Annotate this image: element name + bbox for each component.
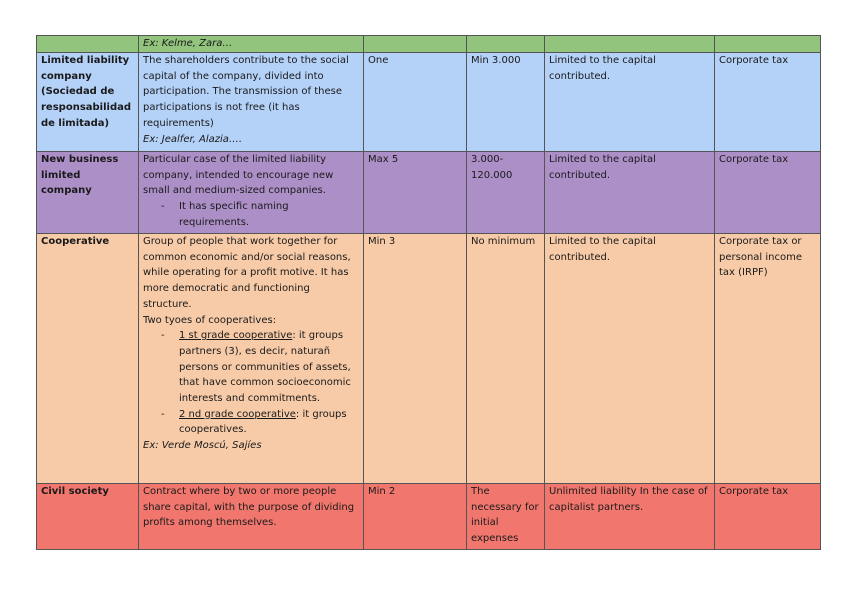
tax-cell: Corporate tax or personal income tax (IRPF) (715, 234, 821, 484)
description-cell (139, 234, 364, 484)
partners-cell: Min 3 (364, 234, 467, 484)
list-item-text: : it groups cooperatives. (179, 408, 347, 436)
row-name-cell (37, 36, 139, 53)
row-name-cell: Limited liability company (Sociedad de responsabilidad de limitada) (37, 53, 139, 152)
capital-cell: 3.000-120.000 (467, 152, 545, 234)
table-row (37, 234, 821, 484)
partners-cell: One (364, 53, 467, 152)
bullet-list (143, 328, 359, 438)
capital-cell (467, 36, 545, 53)
term-text: 2 nd grade cooperative (179, 408, 296, 420)
table-row (37, 152, 821, 234)
description-cell (139, 53, 364, 152)
table-row (37, 53, 821, 152)
example-text: Ex: Kelme, Zara… (143, 38, 233, 49)
row-name-cell: Cooperative (37, 234, 139, 484)
example-text: Ex: Verde Moscú, Sajíes (143, 440, 262, 452)
list-item (179, 328, 359, 407)
list-item (179, 407, 359, 438)
row-name-cell: New business limited company (37, 152, 139, 234)
partners-cell: Min 2 (364, 484, 467, 550)
description-cell (139, 36, 364, 53)
capital-cell: No minimum (467, 234, 545, 484)
example-text: Ex: Jealfer, Alazia…. (143, 133, 243, 145)
tax-cell: Corporate tax (715, 53, 821, 152)
liability-cell: Limited to the capital contributed. (545, 234, 715, 484)
liability-cell: Unlimited liability In the case of capitalist partners. (545, 484, 715, 550)
description-text: Particular case of the limited liability company, intended to encourage new small and medium-sized companies. (143, 154, 334, 197)
liability-cell: Limited to the capital contributed. (545, 152, 715, 234)
capital-cell: The necessary for initial expenses (467, 484, 545, 550)
description-cell (139, 152, 364, 234)
row-name-cell: Civil society (37, 484, 139, 550)
list-item-text: : it groups partners (3), es decir, naturañ persons or communities of assets, that have common socioeconomic interests and commitments. (179, 330, 351, 405)
list-item: - It has specific naming requirements. (179, 199, 359, 230)
table-row (37, 484, 821, 550)
capital-cell: Min 3.000 (467, 53, 545, 152)
partners-cell (364, 36, 467, 53)
tax-cell (715, 36, 821, 53)
tax-cell: Corporate tax (715, 152, 821, 234)
description-text: The shareholders contribute to the social capital of the company, divided into participation. The transmission of these participations is not free (it has requirements) (143, 55, 349, 129)
types-intro-text: Two tyoes of cooperatives: (143, 314, 277, 326)
description-text: Group of people that work together for common economic and/or social reasons, while operating for a profit motive. It has more democratic and functioning structure. (143, 236, 351, 310)
company-types-table (36, 35, 821, 550)
table-row (37, 36, 821, 53)
partners-cell: Max 5 (364, 152, 467, 234)
liability-cell: Limited to the capital contributed. (545, 53, 715, 152)
description-cell: Contract where by two or more people share capital, with the purpose of dividing profits among themselves. (139, 484, 364, 550)
term-text: 1 st grade cooperative (179, 330, 293, 342)
bullet-list (143, 199, 359, 230)
tax-cell: Corporate tax (715, 484, 821, 550)
liability-cell (545, 36, 715, 53)
